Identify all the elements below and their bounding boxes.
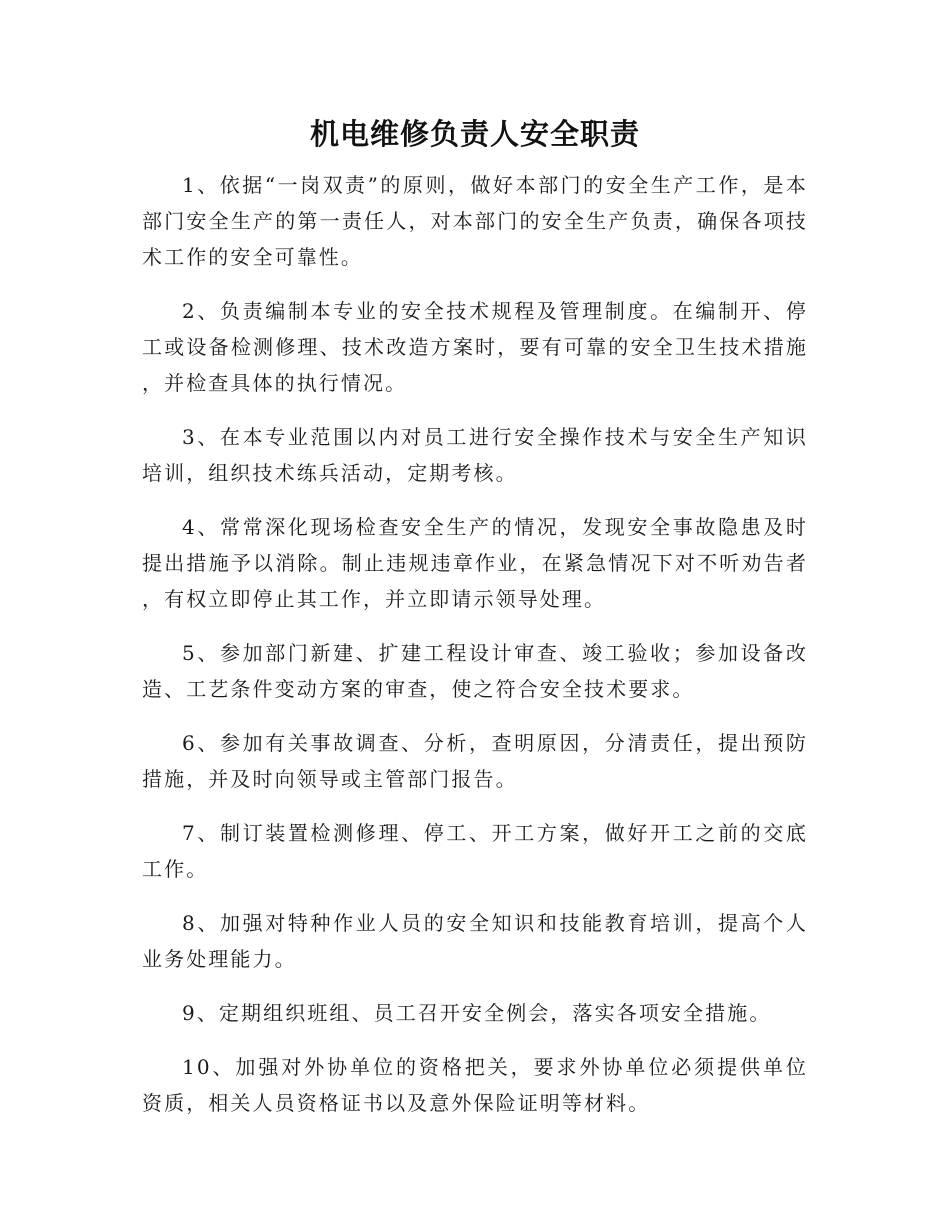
paragraph-2: 2、负责编制本专业的安全技术规程及管理制度。在编制开、停工或设备检测修理、技术改造方案时，要有可靠的安全卫生技术措施，并检查具体的执行情况。 [142, 299, 808, 395]
paragraph-7: 7、制订装置检测修理、停工、开工方案，做好开工之前的交底工作。 [142, 821, 808, 881]
paragraph-6: 6、参加有关事故调查、分析，查明原因，分清责任，提出预防措施，并及时向领导或主管部门报告。 [142, 731, 808, 791]
paragraph-4: 4、常常深化现场检查安全生产的情况，发现安全事故隐患及时提出措施予以消除。制止违规违章作业，在紧急情况下对不听劝告者，有权立即停止其工作，并立即请示领导处理。 [142, 515, 808, 611]
paragraph-9: 9、定期组织班组、员工召开安全例会，落实各项安全措施。 [182, 1001, 772, 1025]
paragraph-10: 10、加强对外协单位的资格把关，要求外协单位必须提供单位资质，相关人员资格证书以及意外保险证明等材料。 [142, 1055, 808, 1115]
document-body [142, 167, 808, 1139]
paragraph-3: 3、在本专业范围以内对员工进行安全操作技术与安全生产知识培训，组织技术练兵活动，定期考核。 [142, 425, 808, 485]
paragraph-1: 1、依据“一岗双责”的原则，做好本部门的安全生产工作，是本部门安全生产的第一责任人，对本部门的安全生产负责，确保各项技术工作的安全可靠性。 [142, 173, 808, 269]
paragraph-8: 8、加强对特种作业人员的安全知识和技能教育培训，提高个人业务处理能力。 [142, 911, 808, 971]
document-title: 机电维修负责人安全职责 [309, 117, 640, 151]
paragraph-5: 5、参加部门新建、扩建工程设计审查、竣工验收；参加设备改造、工艺条件变动方案的审查，使之符合安全技术要求。 [142, 641, 808, 701]
